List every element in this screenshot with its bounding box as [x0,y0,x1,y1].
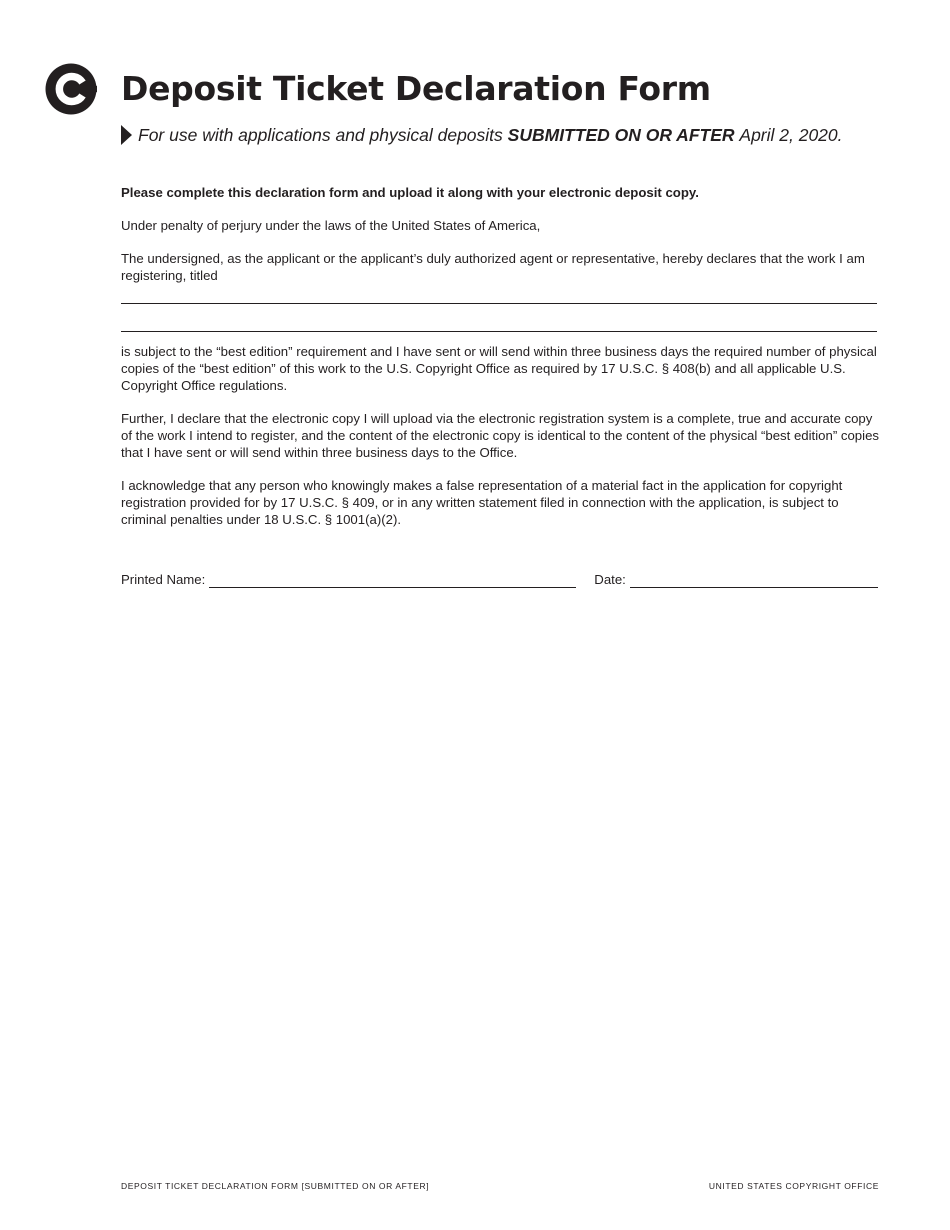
subtitle [121,122,843,148]
best-edition-statement: is subject to the “best edition” requirement and I have sent or will send within three business days the required number of physical copies of the “best edition” of this work to the U.S. Copyright Office as required by 17 U.S.C. § 408(b) and all applicable U.S. Copyright Office regulations. [121,344,877,393]
date-label: Date: [594,572,626,587]
acknowledgment-statement: I acknowledge that any person who knowingly makes a false representation of a material fact in the application for copyright registration provided for by 17 U.S.C. § 409, or in any written statement filed in connection with the application, is subject to criminal penalties under 18 U.S.C. § 1001(a)(2). [121,478,843,527]
instruction-text: Please complete this declaration form and upload it along with your electronic deposit copy. [121,185,699,200]
copyright-office-logo [45,63,97,115]
signature-row [121,568,878,588]
triangle-right-icon [121,125,132,145]
electronic-copy-statement: Further, I declare that the electronic copy I will upload via the electronic registration system is a complete, true and accurate copy of the work I intend to register, and the content of the electronic copy is identical to the content of the physical “best edition” copies that I have sent or will send within three business days to the Office. [121,411,879,460]
declaration-intro: The undersigned, as the applicant or the applicant’s duly authorized agent or representative, hereby declares that the work I am registering, titled [121,251,865,283]
declaration-body [121,184,881,528]
subtitle-prefix: For use with applications and physical deposits [138,124,503,145]
footer-form-name: DEPOSIT TICKET DECLARATION FORM [SUBMITTED ON OR AFTER] [121,1181,430,1191]
subtitle-suffix: April 2, 2020. [739,124,843,145]
date-field[interactable] [630,573,878,588]
printed-name-field[interactable] [209,573,576,588]
penalty-intro: Under penalty of perjury under the laws of the United States of America, [121,218,541,233]
work-title-line-2[interactable] [121,331,877,332]
footer-office-name: UNITED STATES COPYRIGHT OFFICE [708,1181,879,1191]
work-title-line-1[interactable] [121,303,877,304]
subtitle-emphasis: SUBMITTED ON OR AFTER [507,124,735,145]
page-title: Deposit Ticket Declaration Form [121,69,711,108]
printed-name-label: Printed Name: [121,572,206,587]
